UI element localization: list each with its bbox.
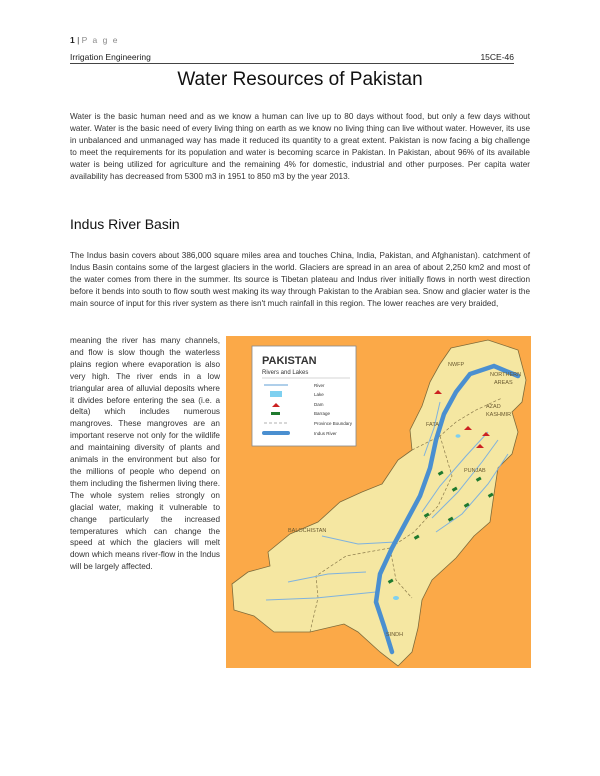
section-heading: Indus River Basin (70, 216, 180, 232)
legend-barrage-label: Barrage (314, 411, 331, 416)
course-name: Irrigation Engineering (70, 52, 151, 62)
lake (393, 596, 399, 600)
map-title: PAKISTAN (262, 355, 317, 367)
label-northern-areas-2: AREAS (494, 380, 513, 386)
legend-indus-label: Indus River (314, 431, 337, 436)
label-punjab: PUNJAB (464, 468, 486, 474)
course-code: 15CE-46 (480, 52, 514, 62)
legend-boundary-label: Province Boundary (314, 421, 353, 426)
label-balochistan: BALOCHISTAN (288, 528, 327, 534)
side-paragraph: meaning the river has many channels, and flow is slow though the waterless plains region where evaporation is also very high. The river ends in a low triangular area of alluvial deposits where it divides before entering the sea (i.e. a delta) which includes numerous mangroves. These mangroves are an important reserve not only for the wildlife and maintaining diversity of plants and animals in the environment but also for the millions of people who depend on them including the fishermen living there. The whole system relies strongly on glacial water, making it vulnerable to change particularly the increased temperatures which can change the speed at which the glaciers will melt down which means river-flow in the Indus will be largely affected. (70, 336, 220, 572)
label-northern-areas-1: NORTHERN (490, 372, 522, 378)
legend-lake-label: Lake (314, 392, 324, 397)
page-number: 1 | P a g e (70, 35, 119, 45)
lake (456, 434, 461, 438)
basin-paragraph: The Indus basin covers about 386,000 square miles area and touches China, India, Pakistan, and Afghanistan). catchment of Indus Basin contains some of the largest glaciers in the world. Glaciers are spread in an area of about 2,250 km2 and most of the water comes from there in the summer. Its source is Tibetan plateau and Indus river initially flows in north west direction before it bends into south to flow south west making its way through Pakistan to the Arabian sea. Snow and glacier water is the main source of input for this river system as there isn't much rainfall in this region. The lower reaches are very braided, (70, 251, 530, 309)
legend-lake-swatch (270, 391, 282, 397)
header-rule (70, 63, 514, 64)
label-nwfp: NWFP (448, 362, 465, 368)
label-fata: FATA (426, 422, 439, 428)
page-label: P a g e (81, 35, 119, 45)
label-azad-kashmir-2: KASHMIR (486, 412, 512, 418)
running-header (70, 52, 514, 62)
legend-dam-label: Dam (314, 402, 324, 407)
map-graphic (226, 336, 531, 668)
label-sindh: SINDH (386, 632, 404, 638)
intro-paragraph: Water is the basic human need and as we know a human can live up to 80 days without food, but only a few days without water. Water is the basic need of every living thing on earth as we know no living thing can live without water. However, its use in unbalanced and unmanaged way has made it reduced its quantity to a great extent. Pakistan is now facing a big challenge to meet the requirements for its population and water is becoming scarce in Pakistan. In Pakistan, about 96% of its available water is being utilized for agriculture and the remaining 4% for domestic, industrial and other purposes. Per capita water availability has decreased from 5300 m3 in 1951 to 850 m3 by the year 2013. (70, 112, 530, 182)
legend-river-label: River (314, 383, 325, 388)
legend-barrage-swatch (271, 412, 280, 415)
map-subtitle: Rivers and Lakes (262, 370, 309, 376)
page-number-value: 1 (70, 35, 75, 45)
map-legend (252, 346, 356, 446)
page-title: Water Resources of Pakistan (177, 69, 423, 90)
pakistan-rivers-map (226, 336, 531, 668)
label-azad-kashmir-1: AZAD (486, 404, 501, 410)
